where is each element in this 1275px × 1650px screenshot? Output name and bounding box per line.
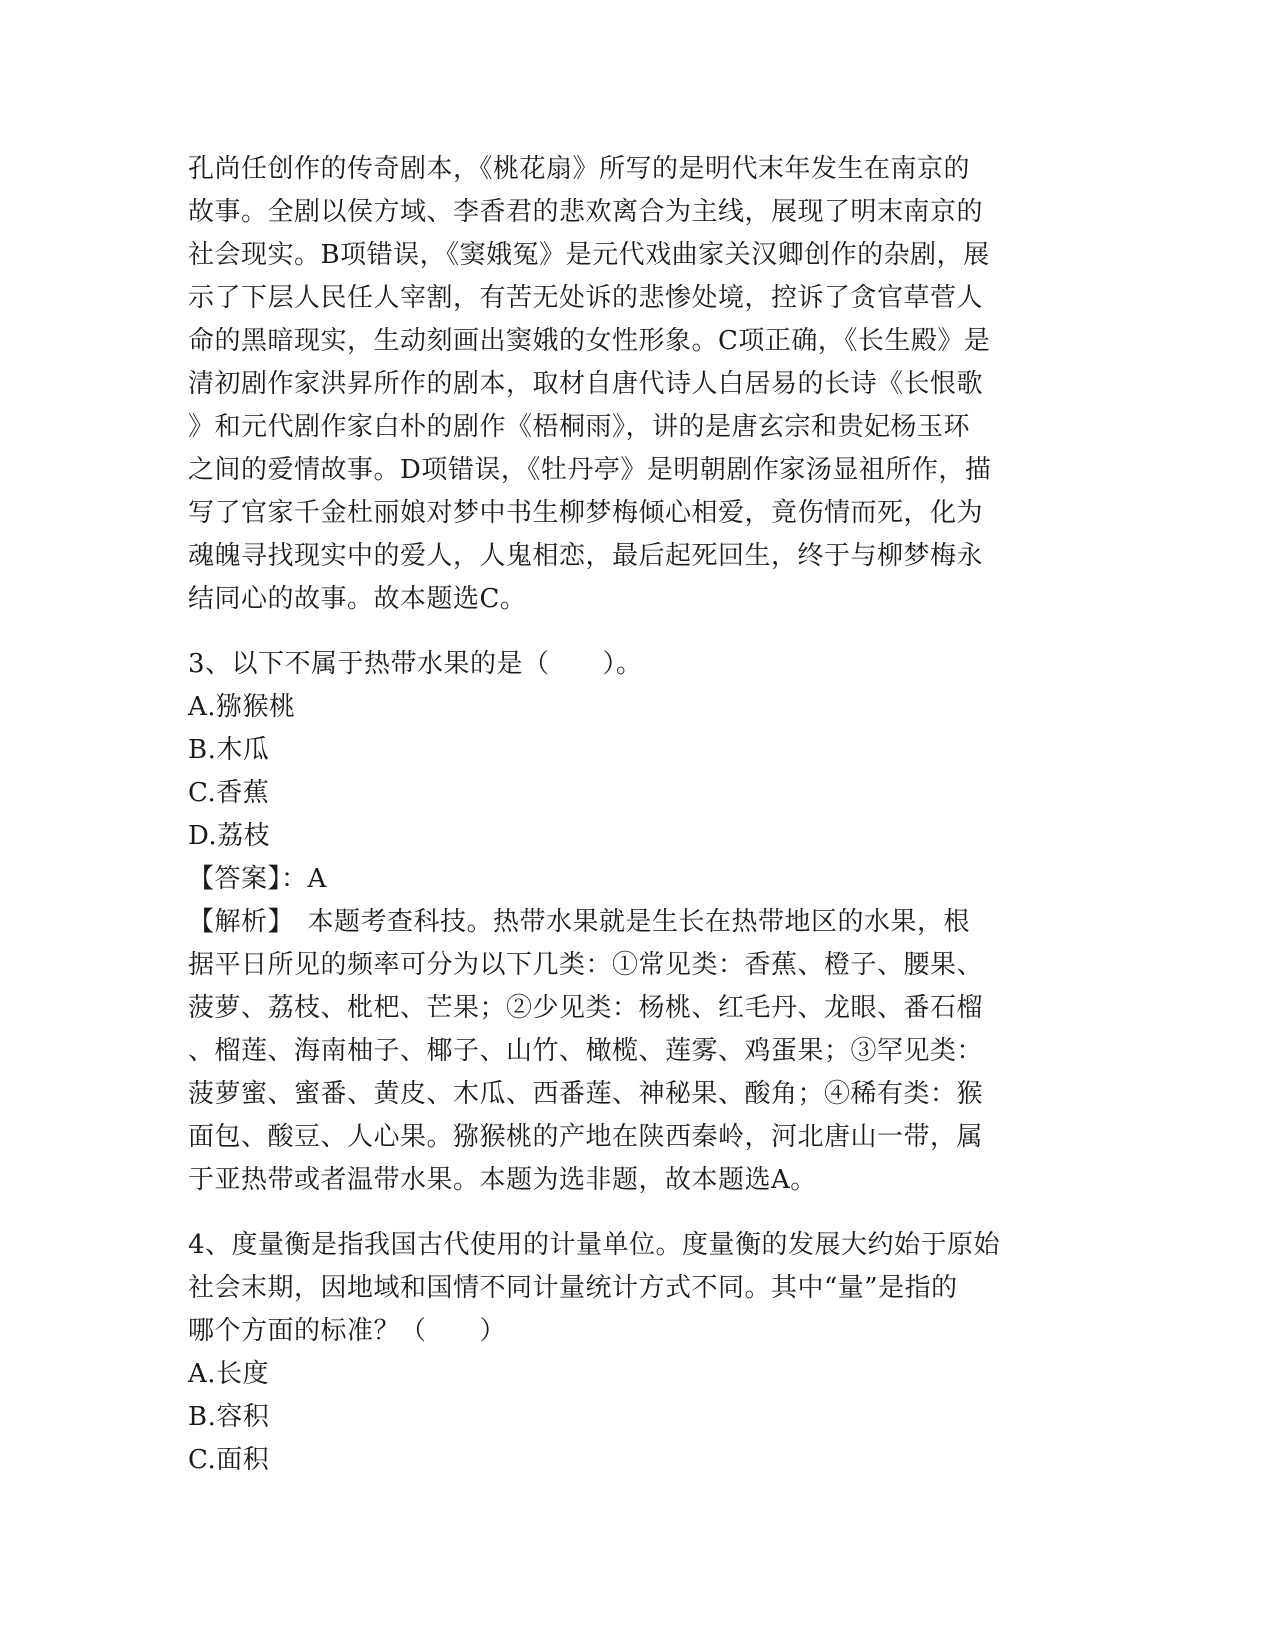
explanation-line: 魂魄寻找现实中的爱人，人鬼相恋，最后起死回生，终于与柳梦梅永 [188,541,984,571]
page-content [188,148,1088,1482]
section-gap [188,1202,1088,1224]
explanation-line: 结同心的故事。故本题选C。 [188,584,527,614]
explanation-line: 孔尚任创作的传奇剧本，《桃花扇》所写的是明代末年发生在南京的 [188,154,971,184]
analysis-line: 、榴莲、海南柚子、椰子、山竹、橄榄、莲雾、鸡蛋果；③罕见类： [188,1036,984,1066]
question-stem: 社会末期，因地域和国情不同计量统计方式不同。其中“量”是指的 [188,1273,958,1303]
question-4 [188,1224,1088,1482]
question-3 [188,643,1088,1202]
analysis-line: 于亚热带或者温带水果。本题为选非题，故本题选A。 [188,1165,817,1195]
question-stem: 4、度量衡是指我国古代使用的计量单位。度量衡的发展大约始于原始 [188,1230,1001,1260]
explanation-line: 清初剧作家洪昇所作的剧本，取材自唐代诗人白居易的长诗《长恨歌 [188,369,984,399]
analysis-line: 据平日所见的频率可分为以下几类：①常见类：香蕉、橙子、腰果、 [188,950,984,980]
option-c: C.面积 [188,1445,270,1475]
analysis-line: 面包、酸豆、人心果。猕猴桃的产地在陕西秦岭，河北唐山一带，属 [188,1122,984,1152]
section-gap [188,621,1088,643]
explanation-line: 示了下层人民任人宰割，有苦无处诉的悲惨处境，控诉了贪官草菅人 [188,283,984,313]
option-a: A.猕猴桃 [188,692,296,722]
explanation-line: 社会现实。B项错误，《窦娥冤》是元代戏曲家关汉卿创作的杂剧，展 [188,240,990,270]
option-b: B.容积 [188,1402,270,1432]
option-c: C.香蕉 [188,778,270,808]
analysis-line: 菠萝蜜、蜜番、黄皮、木瓜、西番莲、神秘果、酸角；④稀有类：猴 [188,1079,984,1109]
analysis-line: 菠萝、荔枝、枇杷、芒果；②少见类：杨桃、红毛丹、龙眼、番石榴 [188,993,984,1023]
explanation-line: 写了官家千金杜丽娘对梦中书生柳梦梅倾心相爱，竟伤情而死，化为 [188,498,984,528]
option-a: A.长度 [188,1359,270,1389]
explanation-line: 》和元代剧作家白朴的剧作《梧桐雨》，讲的是唐玄宗和贵妃杨玉环 [188,412,971,442]
answer-line: 【答案】：A [188,864,327,894]
explanation-line: 故事。全剧以侯方域、李香君的悲欢离合为主线，展现了明末南京的 [188,197,984,227]
question-stem: 3、以下不属于热带水果的是（ ）。 [188,649,643,679]
explanation-q2 [188,148,1088,621]
option-b: B.木瓜 [188,735,270,765]
option-d: D.荔枝 [188,821,271,851]
explanation-line: 命的黑暗现实，生动刻画出窦娥的女性形象。C项正确，《长生殿》是 [188,326,991,356]
explanation-line: 之间的爱情故事。D项错误，《牡丹亭》是明朝剧作家汤显祖所作，描 [188,455,992,485]
question-stem: 哪个方面的标准？（ ） [188,1316,507,1346]
analysis-line: 【解析】 本题考查科技。热带水果就是生长在热带地区的水果，根 [188,907,971,937]
